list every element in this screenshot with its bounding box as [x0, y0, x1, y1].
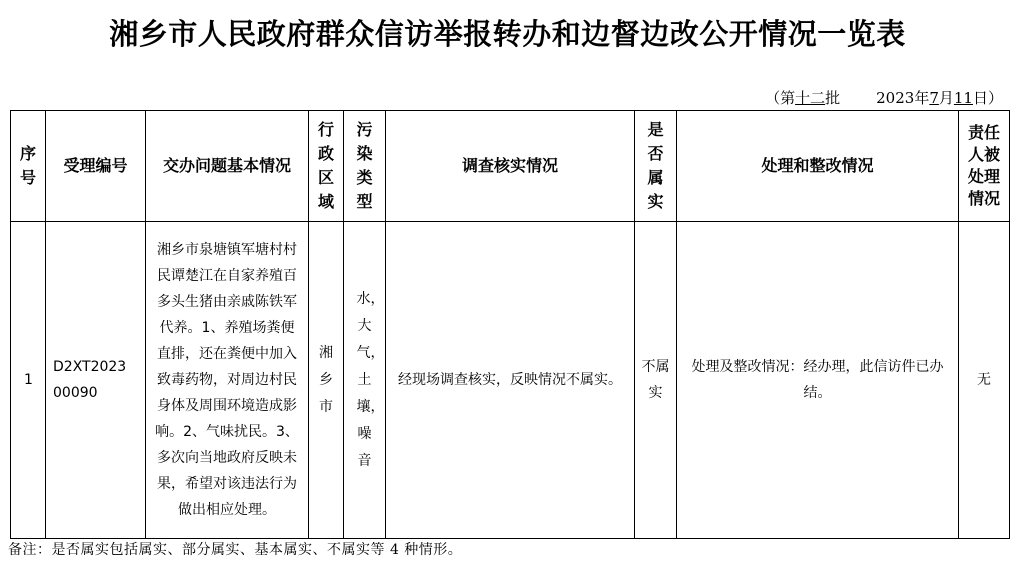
header-pollution: 污染类型 — [344, 111, 386, 222]
batch-info — [765, 88, 1003, 108]
cell-pollution: 水，大气，土壤，噪音 — [344, 222, 386, 539]
cell-true-or-not: 不属实 — [635, 222, 677, 539]
batch-suffix: 批 — [825, 89, 841, 107]
batch-year: 2023 — [876, 89, 915, 107]
header-id: 受理编号 — [46, 111, 146, 222]
header-true-or-not: 是否属实 — [635, 111, 677, 222]
cell-handling: 处理及整改情况：经办理，此信访件已办结。 — [677, 222, 959, 539]
table-header-row — [11, 111, 1010, 222]
header-accountability: 责任人被处理情况 — [959, 111, 1010, 222]
header-seq: 序号 — [11, 111, 46, 222]
cell-accountability: 无 — [959, 222, 1010, 539]
header-investigation: 调查核实情况 — [386, 111, 635, 222]
page-title: 湘乡市人民政府群众信访举报转办和边督边改公开情况一览表 — [109, 17, 906, 51]
cell-seq: 1 — [11, 222, 46, 539]
batch-month-suffix: 月 — [938, 89, 954, 107]
batch-number: 十二 — [795, 89, 826, 107]
table-row — [11, 222, 1010, 539]
cell-investigation: 经现场调查核实，反映情况不属实。 — [386, 222, 635, 539]
batch-open: （第 — [765, 89, 796, 107]
cell-desc: 湘乡市泉塘镇军塘村村民谭楚江在自家养殖百多头生猪由亲戚陈铁军代养。1、养殖场粪便直排，还在粪便中加入致毒药物，对周边村民身体及周围环境造成影响。2、气味扰民。3、多次向当地政府反映未果，希望对该违法行为做出相应处理。 — [146, 222, 309, 539]
header-handling: 处理和整改情况 — [677, 111, 959, 222]
complaints-table — [10, 110, 1010, 539]
cell-region: 湘乡市 — [309, 222, 344, 539]
batch-month: 7 — [929, 89, 939, 107]
header-desc: 交办问题基本情况 — [146, 111, 309, 222]
footnote: 备注：是否属实包括属实、部分属实、基本属实、不属实等 4 种情形。 — [8, 542, 463, 558]
batch-day-suffix: 日） — [972, 89, 1003, 107]
batch-year-suffix: 年 — [914, 89, 930, 107]
batch-day: 11 — [953, 89, 973, 107]
cell-id: D2XT202300090 — [46, 222, 146, 539]
header-region: 行政区域 — [309, 111, 344, 222]
